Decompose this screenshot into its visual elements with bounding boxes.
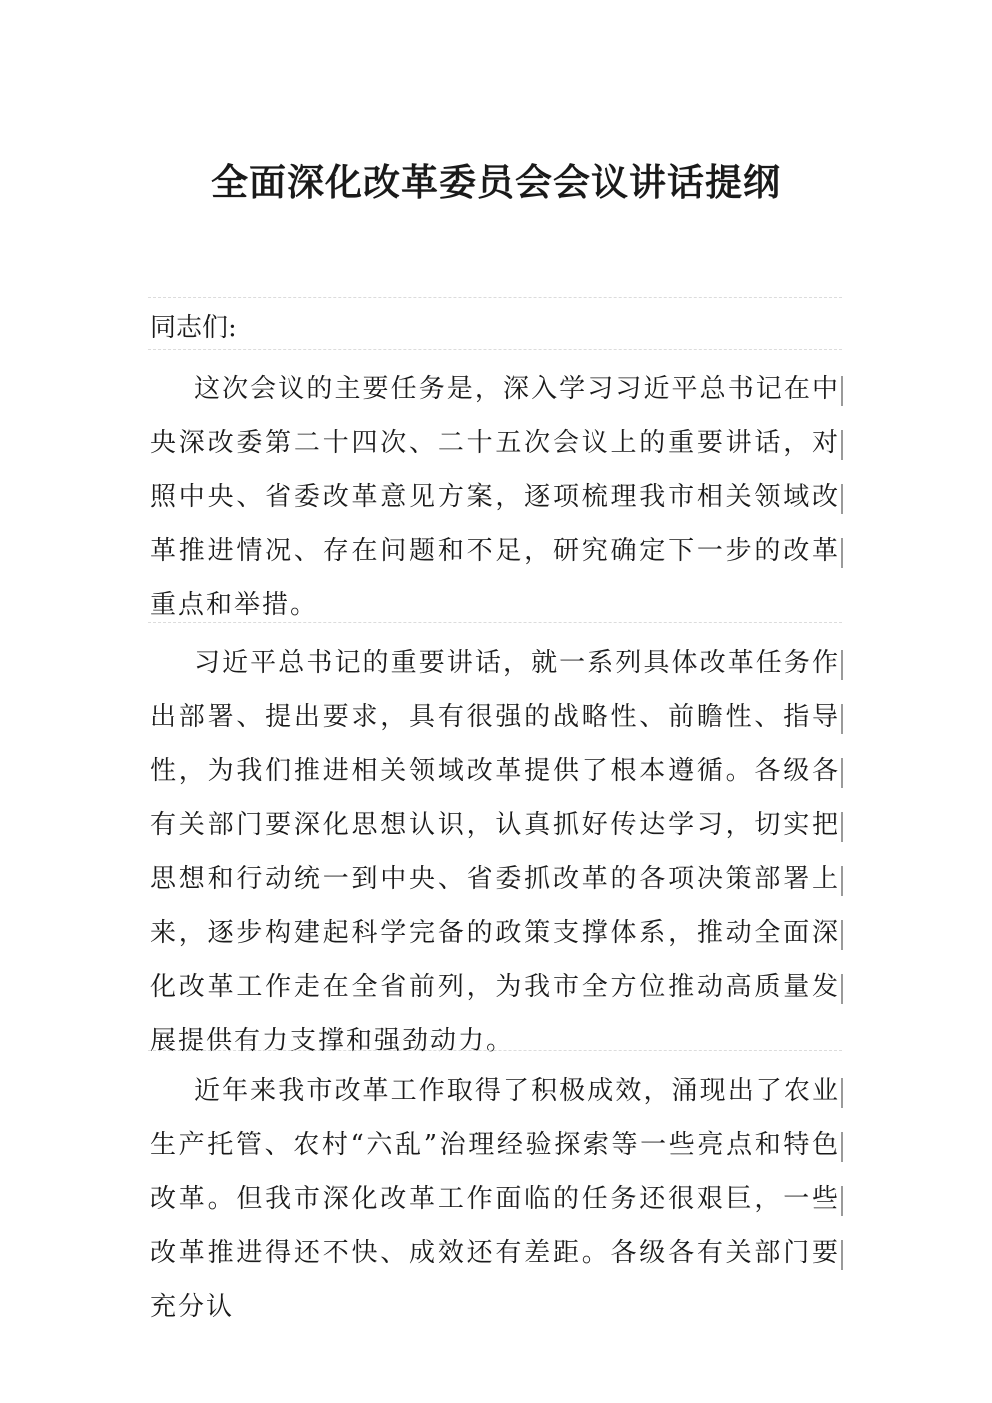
margin-mark (841, 376, 843, 406)
margin-mark (841, 704, 843, 734)
margin-mark (841, 430, 843, 460)
margin-mark (841, 1078, 843, 1108)
section-divider (148, 622, 842, 623)
section-divider (148, 297, 842, 298)
section-divider (148, 349, 842, 350)
paragraph-3: 近年来我市改革工作取得了积极成效，涌现出了农业生产托管、农村“六乱”治理经验探索等一些亮点和特色改革。但我市深化改革工作面临的任务还很艰巨，一些改革推进得还不快、成效还有差距。各级各有关部门要充分认 (150, 1076, 840, 1322)
margin-mark (841, 1240, 843, 1270)
margin-mark (841, 650, 843, 680)
margin-mark (841, 758, 843, 788)
margin-mark (841, 920, 843, 950)
margin-mark (841, 538, 843, 568)
margin-mark (841, 974, 843, 1004)
margin-mark (841, 812, 843, 842)
paragraph-1: 这次会议的主要任务是，深入学习习近平总书记在中央深改委第二十四次、二十五次会议上的重要讲话，对照中央、省委改革意见方案，逐项梳理我市相关领域改革推进情况、存在问题和不足，研究确定下一步的改革重点和举措。 (150, 374, 840, 620)
salutation: 同志们: (150, 313, 237, 343)
section-divider (148, 1050, 842, 1051)
margin-mark (841, 1132, 843, 1162)
margin-mark (841, 1186, 843, 1216)
document-title: 全面深化改革委员会会议讲话提纲 (211, 160, 781, 204)
margin-mark (841, 484, 843, 514)
paragraph-2: 习近平总书记的重要讲话，就一系列具体改革任务作出部署、提出要求，具有很强的战略性、前瞻性、指导性，为我们推进相关领域改革提供了根本遵循。各级各有关部门要深化思想认识，认真抓好传达学习，切实把思想和行动统一到中央、省委抓改革的各项决策部署上来，逐步构建起科学完备的政策支撑体系，推动全面深化改革工作走在全省前列，为我市全方位推动高质量发展提供有力支撑和强劲动力。 (150, 648, 840, 1056)
margin-mark (841, 866, 843, 896)
